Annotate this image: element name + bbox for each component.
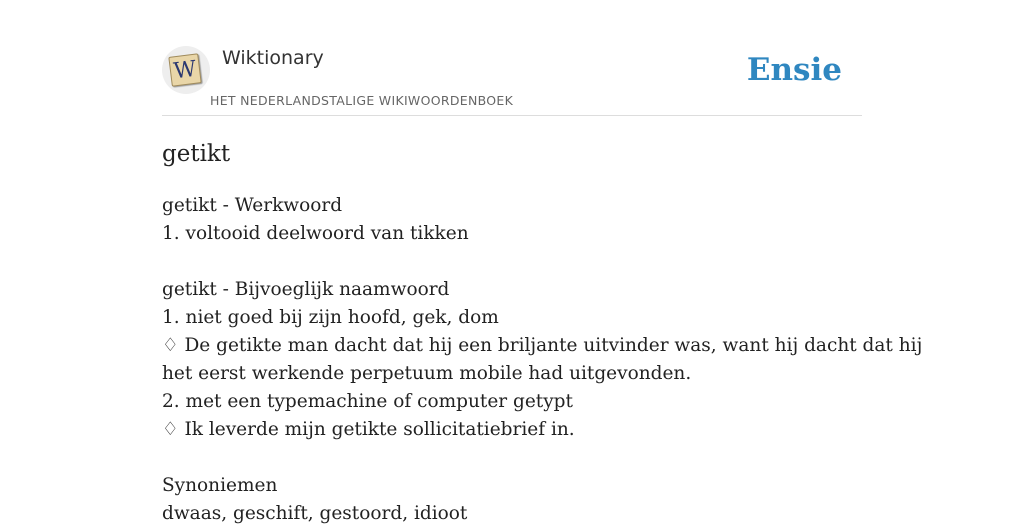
example-line: het eerst werkende perpetuum mobile had uitgevonden. [162,363,692,384]
section-heading-bijvoeglijk-naamwoord: getikt - Bijvoeglijk naamwoord [162,279,450,300]
synonyms-line: dwaas, geschift, gestoord, idioot [162,503,468,524]
section-heading-werkwoord: getikt - Werkwoord [162,195,343,216]
page-title: getikt [162,141,231,167]
section-spacer [162,248,862,276]
site-tagline: HET NEDERLANDSTALIGE WIKIWOORDENBOEK [210,93,514,108]
header-divider [162,115,862,116]
example-line: ♢ Ik leverde mijn getikte sollicitatiebrief in. [162,419,575,440]
section-spacer [162,444,862,472]
section-heading-synoniemen: Synoniemen [162,475,278,496]
definition-line: 1. niet goed bij zijn hoofd, gek, dom [162,307,499,328]
example-line: ♢ De getikte man dacht dat hij een briljante uitvinder was, want hij dacht dat hij [162,335,923,356]
definition-line: 1. voltooid deelwoord van tikken [162,223,469,244]
site-name[interactable]: Wiktionary [222,47,324,69]
ensie-brand-link[interactable]: Ensie [746,52,842,88]
entry-content [162,192,923,528]
definition-line: 2. met een typemachine of computer getypt [162,391,573,412]
wiktionary-tile-icon: W [168,53,201,86]
wiktionary-logo[interactable] [162,46,210,94]
